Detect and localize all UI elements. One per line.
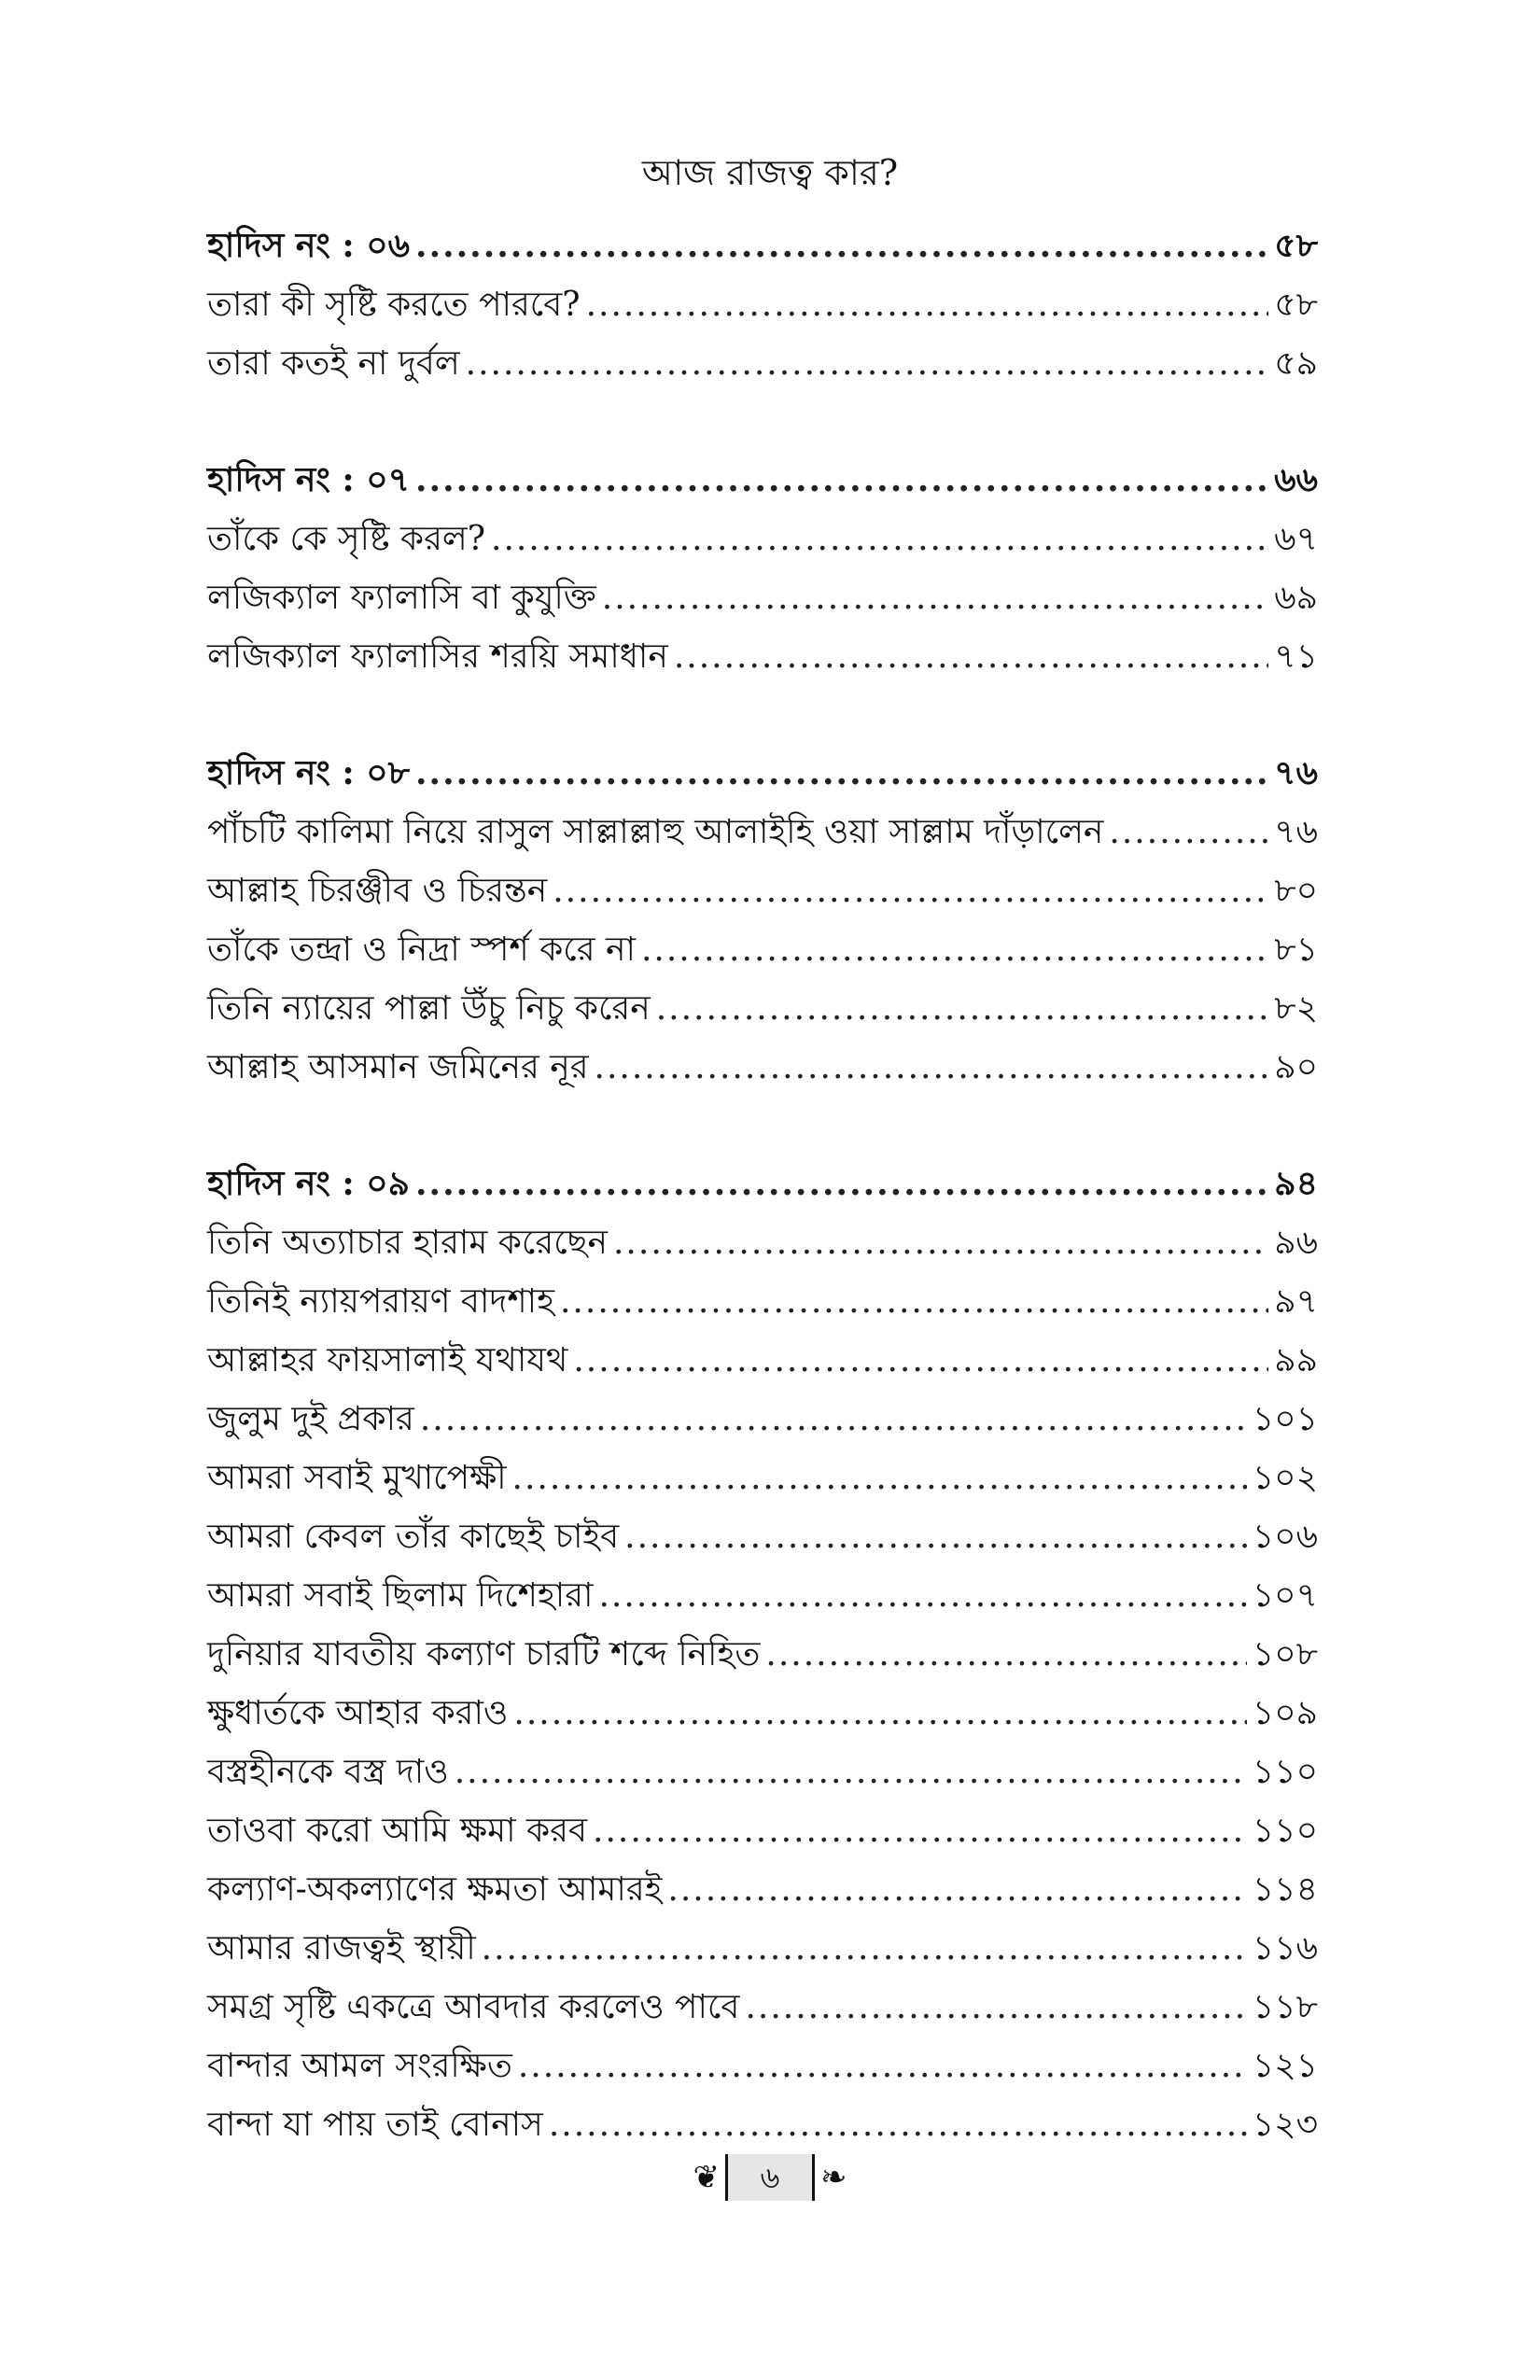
toc-page-number: ১০৭ <box>1252 1576 1318 1615</box>
toc-entry <box>207 334 1318 393</box>
toc-entry-title: তিনি অত্যাচার হারাম করেছেন <box>207 1224 608 1262</box>
toc-page-number: ৯০ <box>1274 1048 1318 1086</box>
toc-page-number: ৬৭ <box>1274 520 1318 558</box>
dot-leader <box>656 979 1269 1038</box>
dot-leader <box>1109 803 1268 861</box>
toc-entry <box>207 1038 1318 1097</box>
toc-entry <box>207 1625 1318 1684</box>
toc-page-number: ৮২ <box>1274 989 1318 1028</box>
right-ornament-icon: ❧ <box>820 2159 847 2196</box>
toc-entry <box>207 920 1318 979</box>
dot-leader <box>420 1390 1247 1449</box>
toc-entry <box>207 1684 1318 1743</box>
toc-entry <box>207 979 1318 1038</box>
toc-entry <box>207 1449 1318 1507</box>
dot-leader <box>593 1801 1247 1860</box>
dot-leader <box>513 1684 1246 1743</box>
dot-leader <box>765 1625 1246 1684</box>
table-of-contents <box>207 217 1318 2154</box>
toc-entry <box>207 1213 1318 1272</box>
toc-entry-title: তিনিই ন্যায়পরায়ণ বাদশাহ <box>207 1282 554 1321</box>
dot-leader <box>518 2037 1247 2095</box>
toc-section <box>207 1155 1318 2154</box>
dot-leader <box>745 1978 1246 2037</box>
toc-entry-title: ক্ষুধার্তকে আহার করাও <box>207 1694 509 1732</box>
dot-leader <box>674 627 1268 686</box>
hadith-heading-title: হাদিস নং : ০৮ <box>207 753 410 792</box>
dot-leader <box>573 1331 1268 1390</box>
toc-entry <box>207 1801 1318 1860</box>
toc-page-number: ৯৭ <box>1274 1282 1318 1321</box>
hadith-heading-title: হাদিস নং : ০৭ <box>207 460 411 499</box>
toc-entry <box>207 510 1318 568</box>
toc-page-number: ১১৮ <box>1252 1988 1318 2026</box>
dot-leader <box>466 334 1269 393</box>
toc-entry-title: তিনি ন্যায়ের পাল্লা উঁচু নিচু করেন <box>207 989 651 1028</box>
toc-page-number: ৯৯ <box>1274 1341 1318 1379</box>
toc-entry <box>207 1507 1318 1566</box>
toc-section-heading <box>207 744 1318 803</box>
toc-page-number: ১১০ <box>1252 1812 1318 1850</box>
toc-section <box>207 451 1318 686</box>
toc-entry <box>207 1978 1318 2037</box>
toc-entry-title: তারা কতই না দুর্বল <box>207 344 460 383</box>
dot-leader <box>667 1860 1247 1919</box>
toc-entry-title: তাঁকে কে সৃষ্টি করল? <box>207 520 485 558</box>
toc-entry <box>207 803 1318 861</box>
toc-page-number: ১০৬ <box>1252 1518 1318 1556</box>
toc-page-number: ৬৯ <box>1274 579 1318 617</box>
toc-entry-title: আমরা সবাই ছিলাম দিশেহারা <box>207 1576 594 1615</box>
dot-leader <box>553 861 1268 920</box>
dot-leader <box>415 1155 1268 1213</box>
toc-page-number: ৬৬ <box>1274 460 1318 499</box>
toc-entry <box>207 1743 1318 1801</box>
toc-entry <box>207 627 1318 686</box>
toc-page-number: ১০৯ <box>1252 1694 1318 1732</box>
toc-page-number: ৯৬ <box>1274 1224 1318 1262</box>
dot-leader <box>415 217 1268 275</box>
dot-leader <box>613 1213 1268 1272</box>
toc-entry <box>207 1331 1318 1390</box>
toc-entry-title: দুনিয়ার যাবতীয় কল্যাণ চারটি শব্দে নিহিত <box>207 1635 761 1673</box>
toc-page-number: ১০২ <box>1252 1459 1318 1497</box>
toc-page-number: ৭১ <box>1274 637 1318 676</box>
dot-leader <box>602 568 1268 627</box>
section-gap <box>207 1097 1318 1155</box>
toc-entry-title: আল্লাহ চিরঞ্জীব ও চিরন্তন <box>207 872 548 910</box>
toc-entry-title: পাঁচটি কালিমা নিয়ে রাসুল সাল্লাল্লাহু আলাইহি ওয়া সাল্লাম দাঁড়ালেন <box>207 813 1104 851</box>
dot-leader <box>455 1743 1247 1801</box>
toc-entry-title: আমরা সবাই মুখাপেক্ষী <box>207 1459 507 1497</box>
toc-page-number: ১২৩ <box>1252 2106 1318 2144</box>
toc-page-number: ৮০ <box>1274 872 1318 910</box>
toc-entry-title: লজিক্যাল ফ্যালাসির শরয়ি সমাধান <box>207 637 668 676</box>
toc-entry-title: জুলুম দুই প্রকার <box>207 1400 414 1438</box>
toc-page-number: ১১০ <box>1252 1753 1318 1791</box>
toc-entry-title: বান্দা যা পায় তাই বোনাস <box>207 2106 543 2144</box>
page-footer <box>0 2154 1540 2201</box>
toc-page-number: ৭৬ <box>1274 813 1318 851</box>
toc-section <box>207 217 1318 393</box>
toc-entry <box>207 2037 1318 2095</box>
toc-entry <box>207 861 1318 920</box>
dot-leader <box>482 1919 1247 1978</box>
toc-page-number: ১১৬ <box>1252 1929 1318 1967</box>
dot-leader <box>491 510 1268 568</box>
toc-section-heading <box>207 1155 1318 1213</box>
toc-entry-title: তারা কী সৃষ্টি করতে পারবে? <box>207 286 581 324</box>
toc-entry <box>207 1272 1318 1331</box>
hadith-heading-title: হাদিস নং : ০৯ <box>207 1164 410 1203</box>
running-title: আজ রাজত্ব কার? <box>641 152 899 193</box>
toc-entry-title: আল্লাহর ফায়সালাই যথাযথ <box>207 1341 568 1379</box>
dot-leader <box>595 1038 1269 1097</box>
toc-page-number: ১০১ <box>1252 1400 1318 1438</box>
toc-entry-title: আমার রাজত্বই স্থায়ী <box>207 1929 476 1967</box>
toc-page-number: ৫৮ <box>1274 226 1318 265</box>
dot-leader <box>560 1272 1268 1331</box>
toc-section-heading <box>207 451 1318 510</box>
toc-entry-title: তাওবা করো আমি ক্ষমা করব <box>207 1812 587 1850</box>
dot-leader <box>598 1566 1246 1625</box>
toc-entry-title: তাঁকে তন্দ্রা ও নিদ্রা স্পর্শ করে না <box>207 931 636 969</box>
toc-section <box>207 744 1318 1097</box>
section-gap <box>207 393 1318 451</box>
toc-entry <box>207 568 1318 627</box>
section-gap <box>207 686 1318 744</box>
toc-entry-title: আল্লাহ আসমান জমিনের নূর <box>207 1048 589 1086</box>
toc-page-number: ৯৪ <box>1274 1164 1318 1203</box>
toc-entry <box>207 1860 1318 1919</box>
toc-entry <box>207 1566 1318 1625</box>
toc-page-number: ১০৮ <box>1252 1635 1318 1673</box>
toc-page-number: ৫৮ <box>1274 286 1318 324</box>
dot-leader <box>586 275 1269 334</box>
toc-page-number: ১১৪ <box>1252 1870 1318 1909</box>
toc-entry-title: সমগ্র সৃষ্টি একত্রে আবদার করলেও পাবে <box>207 1988 740 2026</box>
toc-entry-title: কল্যাণ-অকল্যাণের ক্ষমতা আমারই <box>207 1870 663 1909</box>
toc-entry <box>207 1390 1318 1449</box>
toc-entry-title: লজিক্যাল ফ্যালাসি বা কুযুক্তি <box>207 579 596 617</box>
dot-leader <box>415 744 1268 803</box>
toc-entry-title: বান্দার আমল সংরক্ষিত <box>207 2047 512 2085</box>
dot-leader <box>624 1507 1247 1566</box>
dot-leader <box>415 451 1268 510</box>
dot-leader <box>512 1449 1247 1507</box>
toc-entry <box>207 275 1318 334</box>
toc-page-number: ৫৯ <box>1274 344 1318 383</box>
toc-page-number: ৭৬ <box>1274 753 1318 792</box>
toc-page-number: ৮১ <box>1274 931 1318 969</box>
dot-leader <box>641 920 1268 979</box>
toc-entry-title: বস্ত্রহীনকে বস্ত্র দাও <box>207 1753 449 1791</box>
left-ornament-icon: ❦ <box>693 2159 720 2196</box>
page-number: ৬ <box>725 2154 815 2201</box>
hadith-heading-title: হাদিস নং : ০৬ <box>207 226 411 265</box>
toc-entry-title: আমরা কেবল তাঁর কাছেই চাইব <box>207 1518 620 1556</box>
toc-entry <box>207 1919 1318 1978</box>
dot-leader <box>549 2095 1247 2154</box>
toc-section-heading <box>207 217 1318 275</box>
toc-page-number: ১২১ <box>1252 2047 1318 2085</box>
toc-entry <box>207 2095 1318 2154</box>
